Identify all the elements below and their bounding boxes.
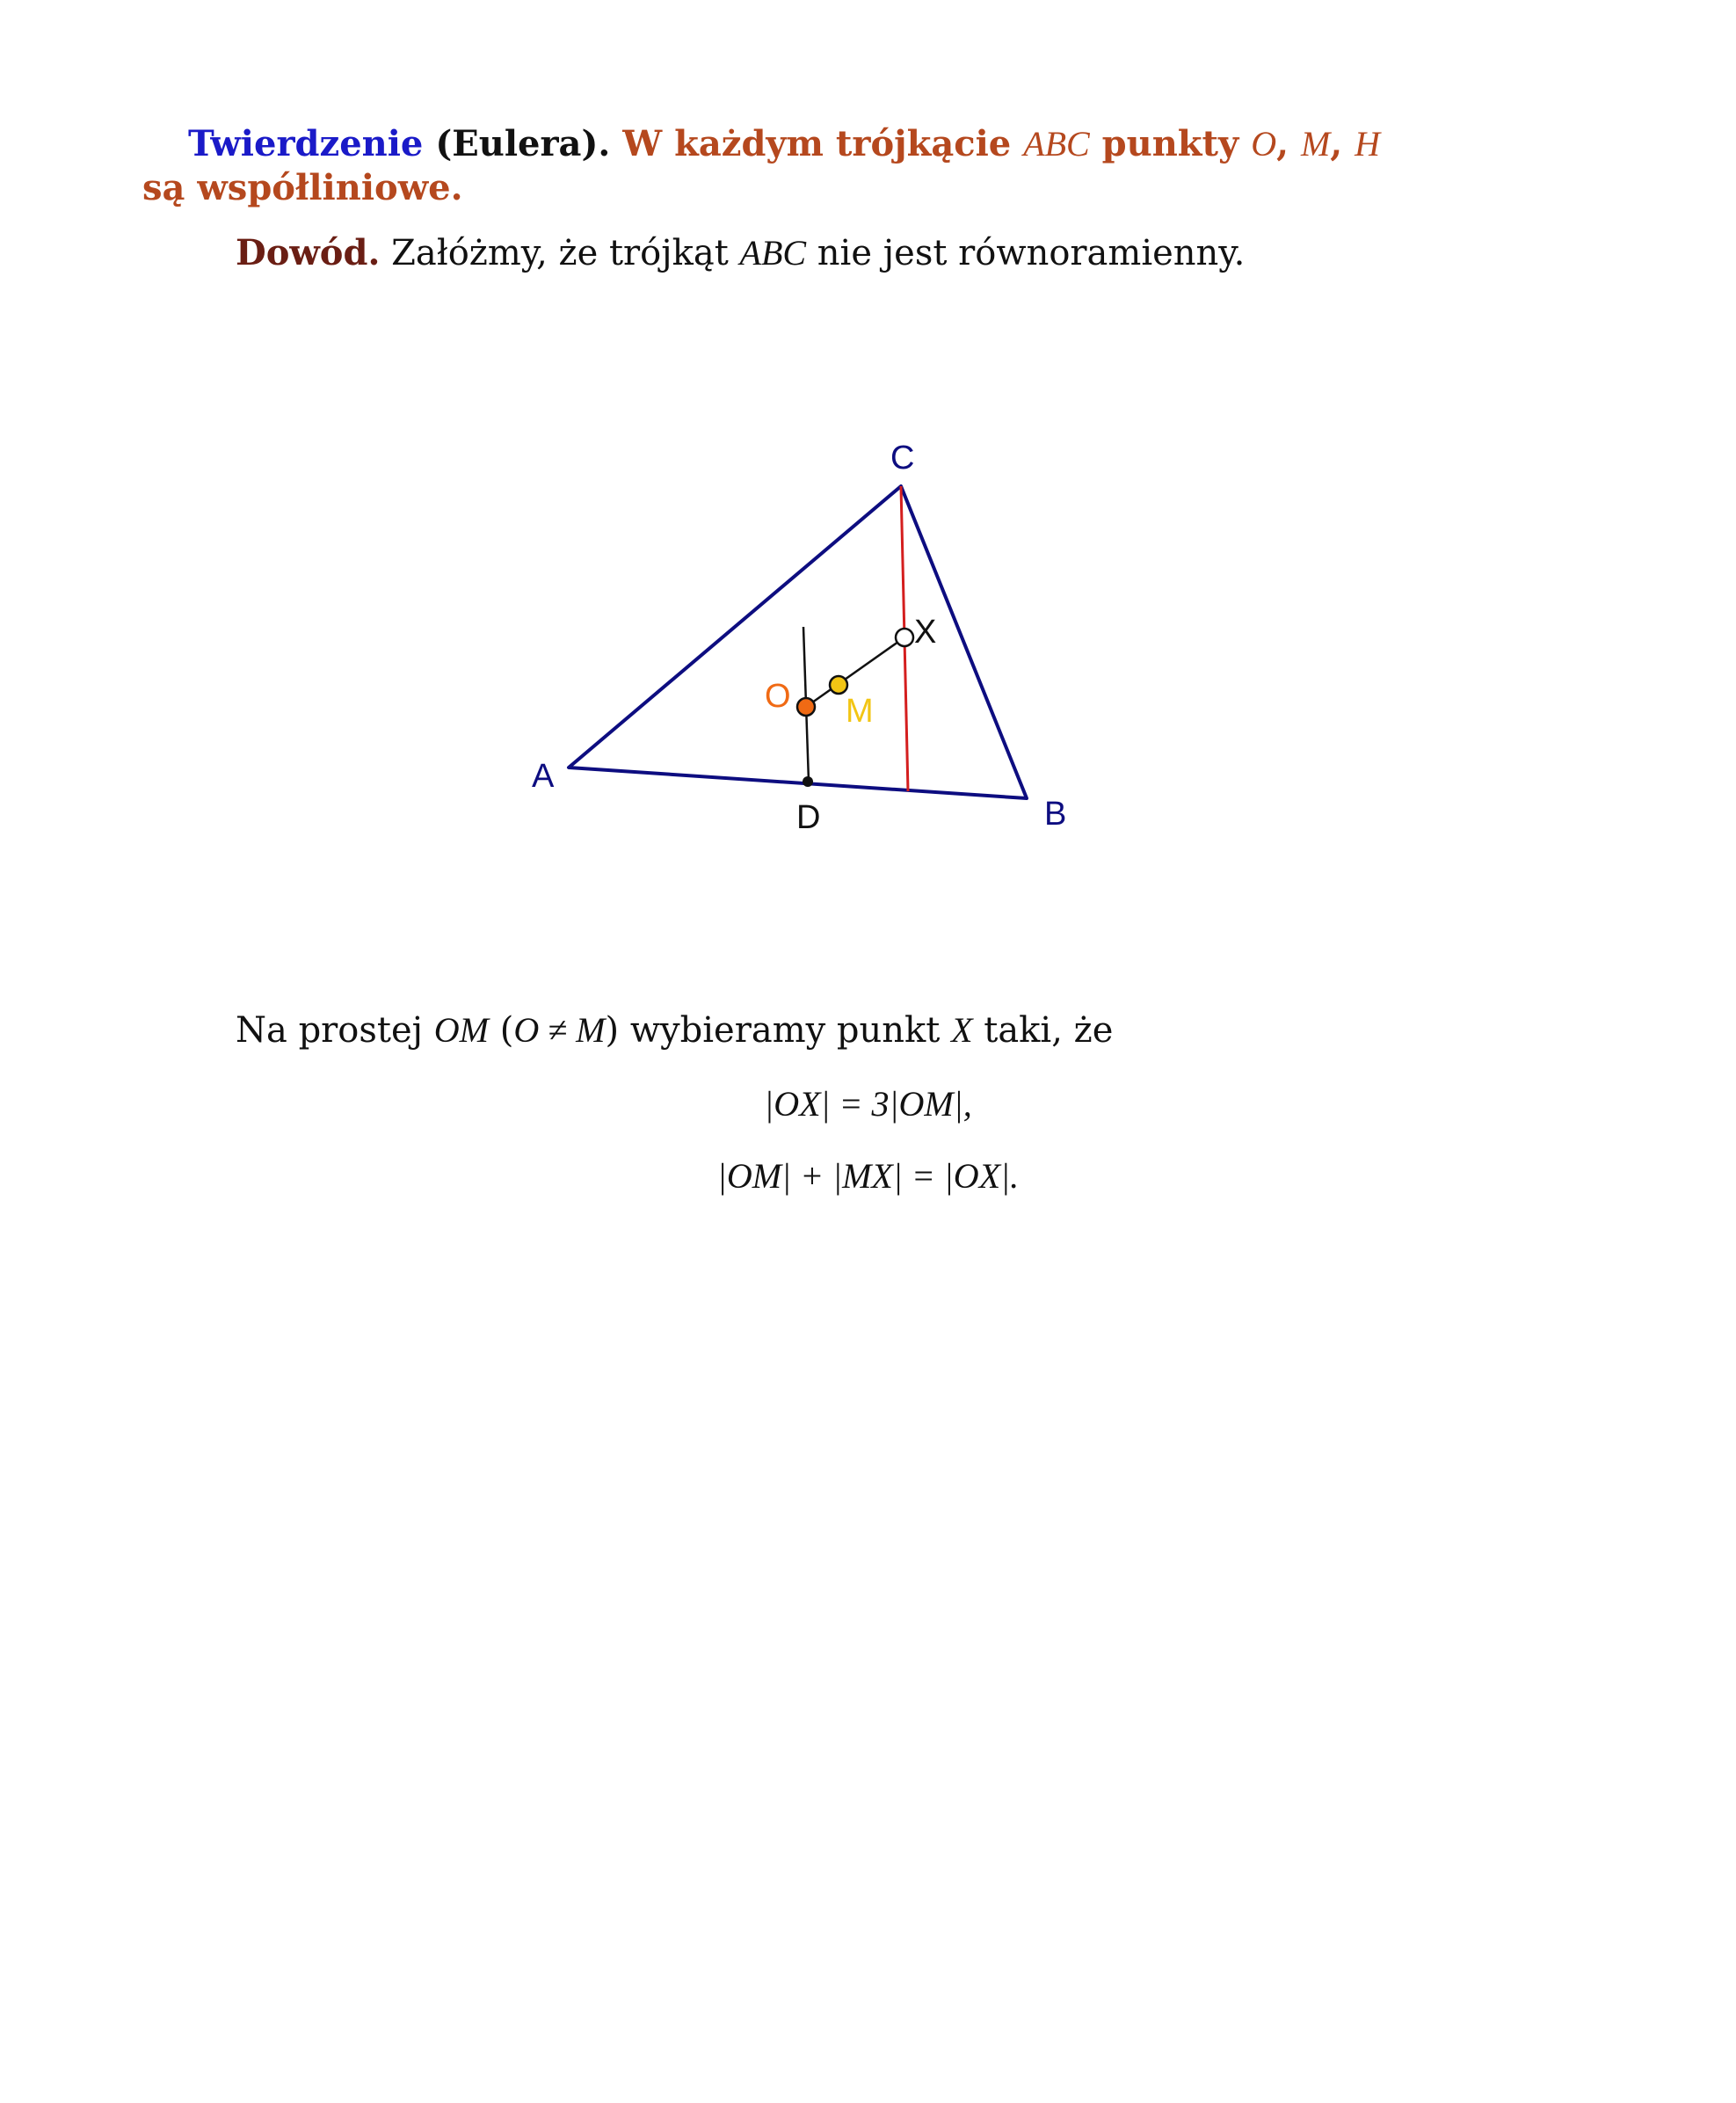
point-x [896,629,913,646]
triangle-abc [569,486,1027,798]
label-x: X [914,614,937,651]
theorem-point-o: O [1251,124,1277,164]
condition-o-neq-m: O ≠ M [513,1010,606,1050]
proof-triangle-abc: ABC [739,233,807,273]
theorem-statement-line2: są współliniowe. [142,167,463,208]
condition-close-paren: ) [605,1010,620,1051]
theorem-comma-1: , [1276,123,1289,164]
label-b: B [1044,796,1067,833]
point-d [803,776,813,787]
condition-open-paren: ( [499,1010,514,1051]
equation-ox-3om: |OX| = 3|OM|, [764,1084,972,1124]
point-x-symbol: X [951,1010,973,1050]
point-m [830,676,847,694]
theorem-triangle-abc: ABC [1023,124,1090,164]
theorem-name: (Eulera). [435,123,611,164]
theorem-point-h: H [1355,124,1381,164]
proof-text-part1: Załóżmy, że trójkąt [391,233,729,273]
proof-heading: Dowód. [236,232,381,273]
proof-text-part2: nie jest równoramienny. [817,233,1246,273]
label-c: C [890,440,915,477]
label-m: M [846,693,874,730]
label-d: D [796,799,821,836]
label-a: A [532,758,555,795]
equation-om-mx-ox: |OM| + |MX| = |OX|. [716,1156,1020,1196]
line-om: OM [433,1010,489,1050]
construction-text-part1: Na prostej [236,1010,424,1051]
construction-text-part3: taki, że [984,1010,1114,1051]
theorem-heading: Twierdzenie [188,123,424,164]
point-o [797,698,815,716]
theorem-point-m: M [1300,124,1331,164]
theorem-statement-part2: punkty [1101,123,1239,164]
theorem-comma-2: , [1330,123,1343,164]
theorem-statement-part1: W każdym trójkącie [622,123,1012,164]
label-o: O [765,678,791,715]
construction-sentence [236,1009,1113,1052]
construction-text-part2: wybieramy punkt [629,1010,941,1051]
